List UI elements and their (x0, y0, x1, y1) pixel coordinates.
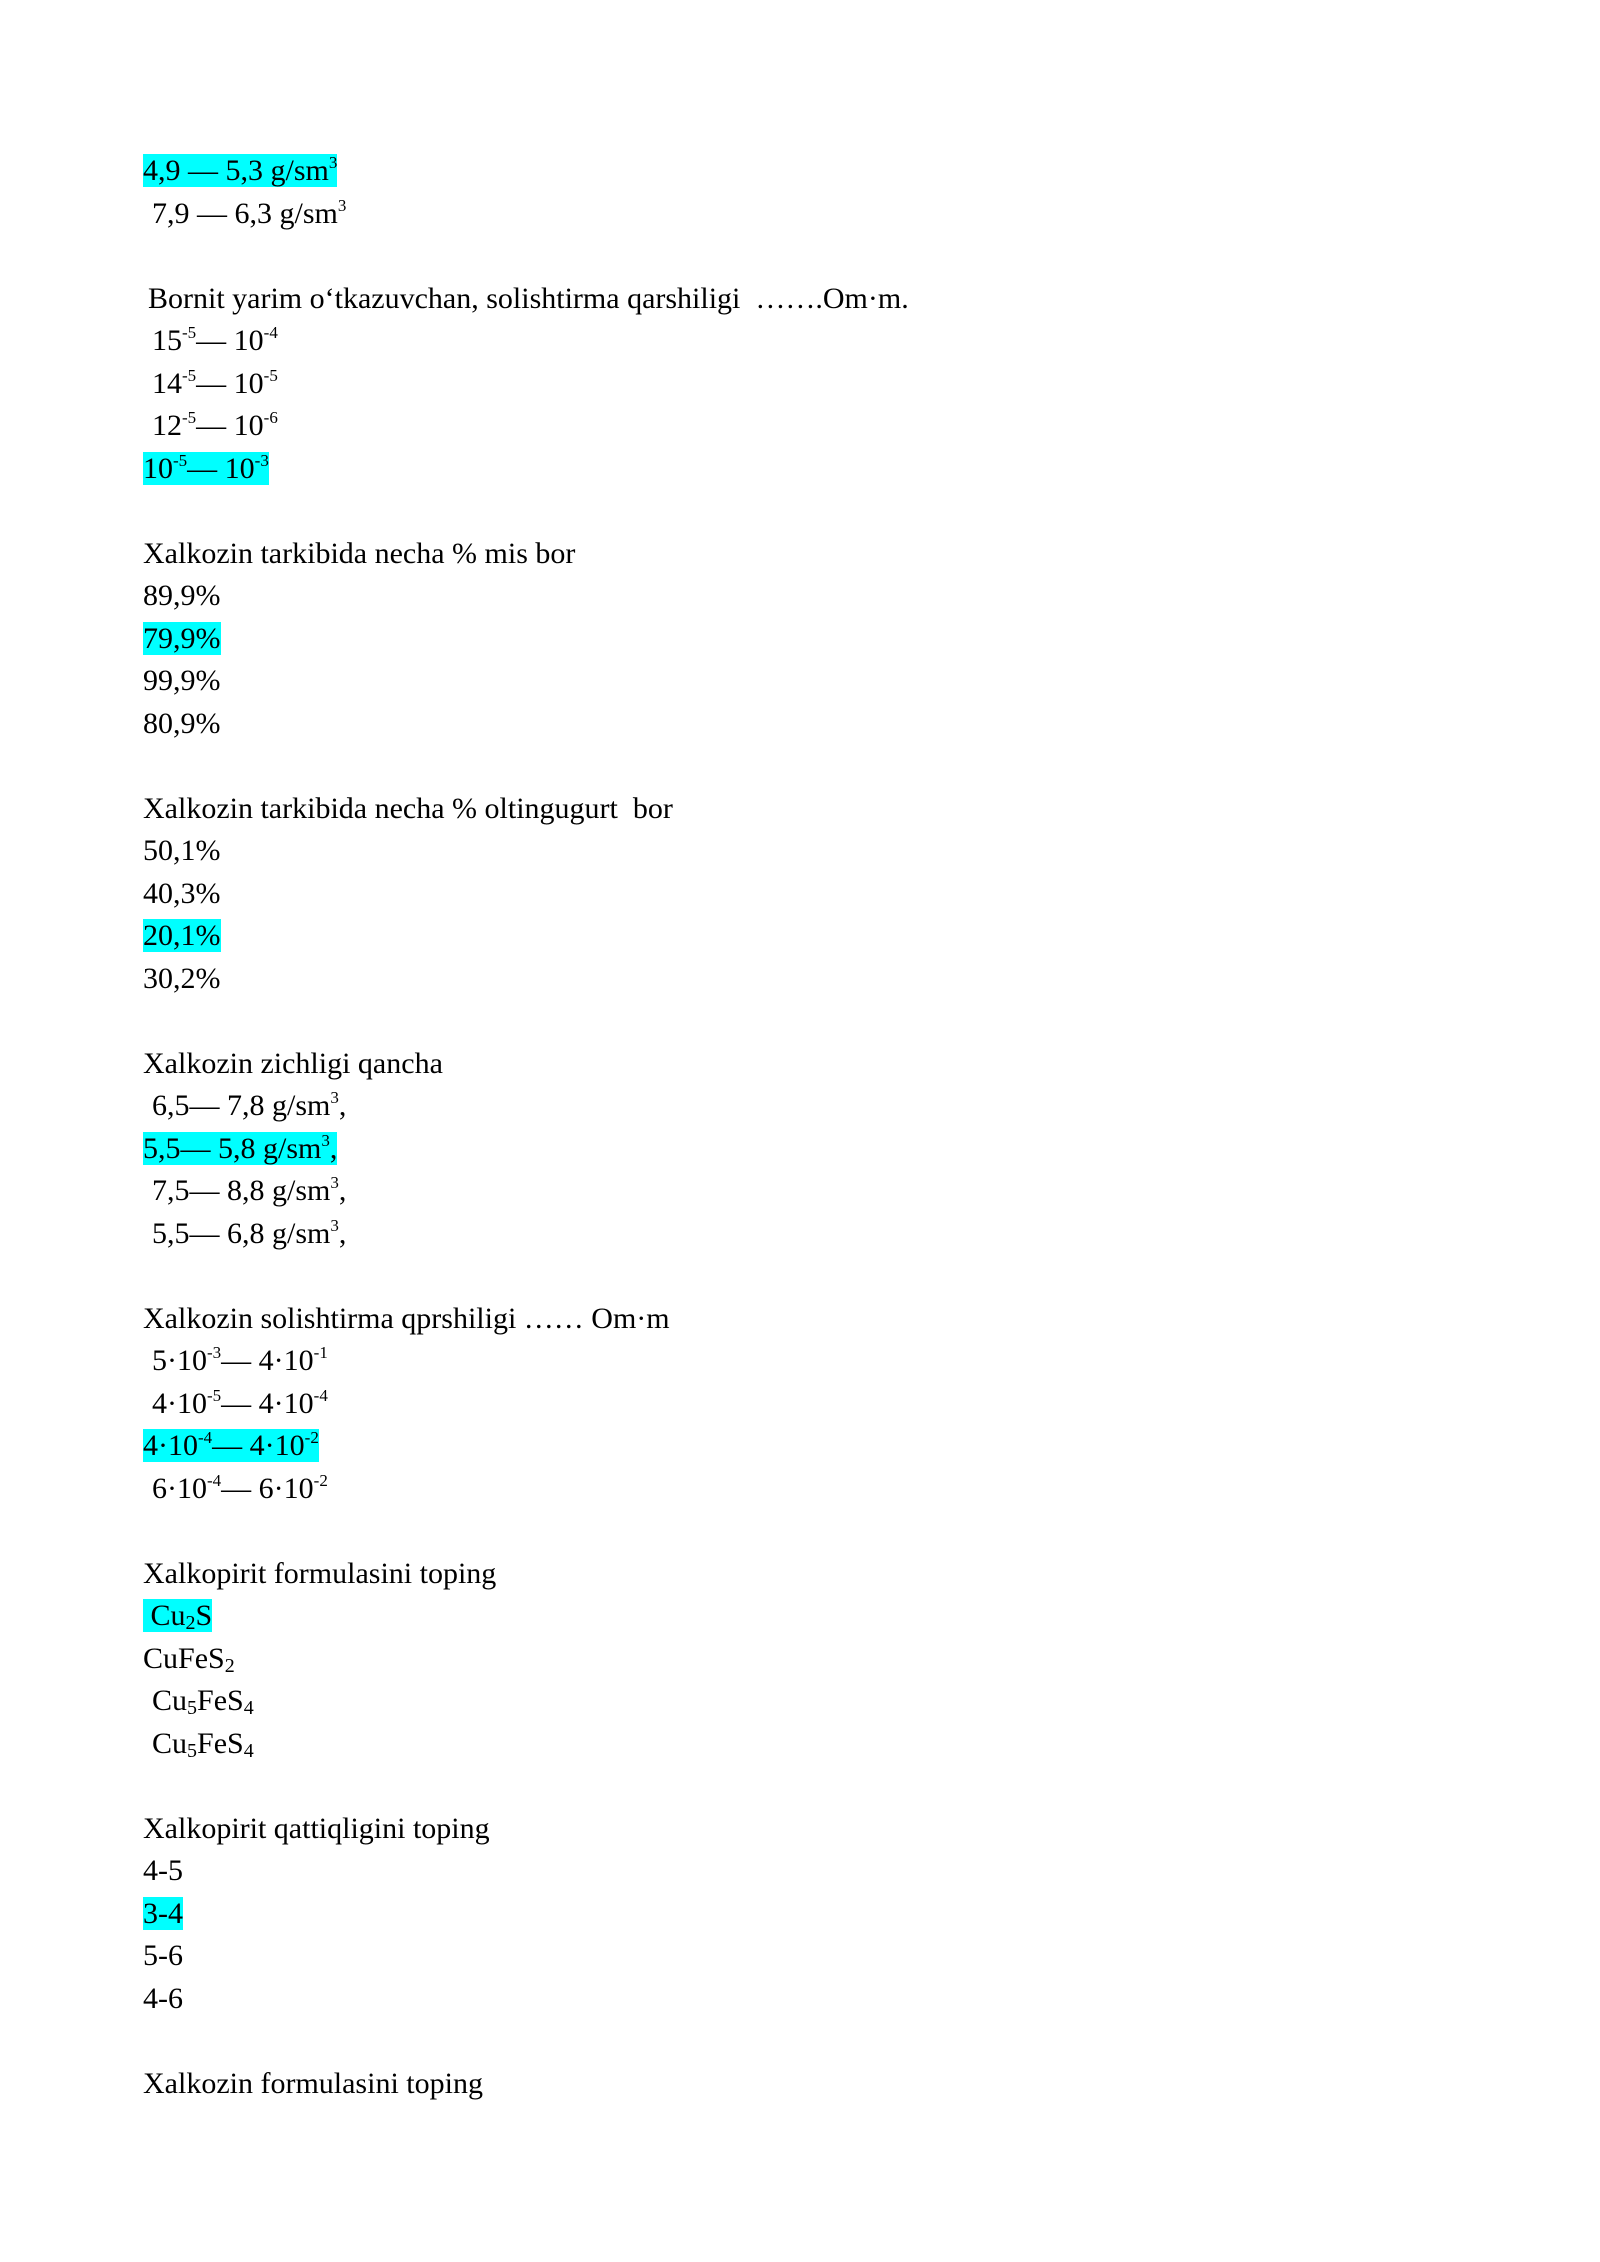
superscript: -5 (263, 365, 278, 385)
answer-option-text (143, 1939, 183, 1972)
question-block (143, 1808, 1443, 2021)
option-text-part: S (195, 1599, 213, 1632)
answer-option (143, 1085, 1443, 1128)
question-block (143, 278, 1443, 491)
answer-option-text (143, 664, 221, 697)
superscript: -4 (207, 1470, 222, 1490)
answer-option-text (152, 1089, 346, 1122)
answer-option-text (143, 1982, 183, 2015)
question-block (143, 788, 1443, 1001)
option-text-part: 6·10 (152, 1471, 207, 1505)
option-text-part: — 10 (196, 409, 264, 442)
answer-option-text (152, 1217, 346, 1250)
option-text-part: 15 (152, 324, 182, 357)
question-block (143, 533, 1443, 746)
option-text-part: 99,9% (143, 664, 221, 697)
answer-option (143, 1680, 1443, 1723)
question-text: Xalkozin tarkibida necha % mis bor (143, 536, 576, 570)
option-text-part: — 10 (196, 366, 264, 400)
option-text-part: 7,5— 8,8 g/sm (152, 1174, 331, 1207)
option-text-part: , (338, 1174, 347, 1207)
superscript: 3 (330, 1173, 339, 1192)
option-text-part: 79,9% (143, 621, 221, 655)
superscript: -5 (182, 365, 197, 385)
answer-option-text (143, 579, 221, 612)
option-text-part: 5·10 (152, 1344, 207, 1377)
option-text-part: 5-6 (143, 1939, 183, 1972)
option-text-part: 20,1% (143, 919, 221, 952)
superscript: 3 (328, 153, 338, 172)
superscript: -1 (313, 1343, 328, 1362)
answer-option (143, 363, 1443, 406)
answer-option (143, 958, 1443, 1001)
option-text-part: 7,9 — 6,3 g/sm (152, 196, 338, 230)
question-text: Xalkozin tarkibida necha % oltingugurt bor (143, 791, 673, 825)
answer-option-text (152, 1727, 254, 1760)
quiz-content (143, 150, 1443, 2148)
option-text-part: 4·10 (152, 1386, 207, 1420)
option-text-part: , (329, 1131, 338, 1165)
superscript: -4 (198, 1428, 213, 1447)
superscript: -5 (182, 408, 197, 427)
option-text-part: 3-4 (143, 1896, 183, 1930)
superscript: -4 (263, 323, 278, 342)
superscript: -5 (182, 323, 197, 342)
superscript: 3 (330, 1088, 339, 1107)
answer-option (143, 575, 1443, 618)
option-text-part: 10 (143, 451, 173, 485)
answer-option-correct (143, 1893, 1443, 1936)
answer-option (143, 1170, 1443, 1213)
answer-option (143, 1850, 1443, 1893)
answer-option-correct (143, 1595, 1443, 1638)
answer-option (143, 1340, 1443, 1383)
subscript: 5 (187, 1739, 198, 1762)
option-text-part: Cu (143, 1599, 186, 1632)
option-text-part: 4-5 (143, 1854, 183, 1887)
answer-option (143, 703, 1443, 746)
option-text-part: 50,1% (143, 834, 221, 867)
answer-option-text (152, 197, 346, 230)
option-text-part: Cu (152, 1726, 188, 1760)
option-text-part: — 10 (187, 451, 255, 485)
answer-option-text (152, 1387, 328, 1420)
answer-option (143, 1383, 1443, 1426)
superscript: -3 (254, 450, 269, 470)
answer-option (143, 193, 1443, 236)
superscript: 3 (321, 1130, 330, 1150)
answer-option-text (143, 452, 269, 485)
answer-option-text (143, 834, 221, 867)
question-block (143, 2063, 1443, 2106)
answer-option-text (143, 1642, 235, 1675)
answer-option (143, 1935, 1443, 1978)
answer-option (143, 830, 1443, 873)
answer-option-correct (143, 448, 1443, 491)
answer-option (143, 1468, 1443, 1511)
answer-option-text (143, 962, 221, 995)
answer-option-correct (143, 915, 1443, 958)
question-text: Xalkozin solishtirma qprshiligi …… Om·m (143, 1301, 670, 1335)
option-text-part: — 6·10 (221, 1471, 314, 1505)
option-text-part: — 4·10 (221, 1386, 314, 1420)
superscript: 3 (330, 1215, 339, 1235)
answer-option-text (152, 1684, 254, 1717)
answer-option-text (152, 1472, 328, 1505)
option-text-part: 5,5— 5,8 g/sm (143, 1131, 322, 1165)
option-text-part: , (338, 1216, 347, 1250)
answer-option-text (152, 1174, 346, 1207)
answer-option (143, 660, 1443, 703)
option-text-part: FeS (197, 1726, 244, 1760)
option-text-part: 30,2% (143, 961, 221, 995)
answer-option-text (143, 919, 221, 952)
option-text-part: 14 (152, 366, 182, 400)
answer-option (143, 405, 1443, 448)
answer-option-text (143, 1429, 319, 1462)
question-text: Bornit yarim o‘tkazuvchan, solishtirma qarshiligi …….Om·m. (148, 281, 909, 315)
subscript: 4 (243, 1697, 254, 1719)
option-text-part: 89,9% (143, 579, 221, 612)
answer-option (143, 1723, 1443, 1766)
question-block (143, 1553, 1443, 1766)
option-text-part: — 10 (196, 324, 264, 357)
option-text-part: , (338, 1089, 347, 1122)
superscript: 3 (337, 195, 347, 215)
answer-option-correct (143, 618, 1443, 661)
answer-option-text (143, 1599, 212, 1632)
option-text-part: 6,5— 7,8 g/sm (152, 1089, 331, 1122)
answer-option-text (143, 877, 221, 910)
superscript: -4 (313, 1385, 328, 1405)
option-text-part: 4·10 (143, 1429, 198, 1462)
option-text-part: Cu (152, 1684, 188, 1717)
question-text: Xalkozin zichligi qancha (143, 1046, 443, 1080)
answer-option (143, 1638, 1443, 1681)
question-text: Xalkozin formulasini toping (143, 2066, 483, 2100)
superscript: -5 (173, 450, 188, 470)
superscript: -5 (207, 1385, 222, 1405)
answer-option (143, 873, 1443, 916)
question-block (143, 150, 1443, 235)
option-text-part: 12 (152, 409, 182, 442)
option-text-part: — 4·10 (221, 1344, 314, 1377)
subscript: 5 (187, 1697, 198, 1719)
answer-option (143, 320, 1443, 363)
answer-option-text (143, 1897, 183, 1930)
option-text-part: 40,3% (143, 876, 221, 910)
answer-option (143, 1978, 1443, 2021)
answer-option-text (152, 409, 278, 442)
subscript: 2 (185, 1612, 196, 1634)
answer-option-text (143, 154, 337, 187)
answer-option-correct (143, 150, 1443, 193)
question-text: Xalkopirit qattiqligini toping (143, 1811, 490, 1845)
answer-option-text (152, 324, 278, 357)
superscript: -2 (313, 1470, 328, 1490)
option-text-part: 5,5— 6,8 g/sm (152, 1216, 331, 1250)
option-text-part: 80,9% (143, 706, 221, 740)
answer-option-correct (143, 1425, 1443, 1468)
option-text-part: CuFeS (143, 1641, 225, 1675)
answer-option-text (143, 707, 221, 740)
answer-option-text (143, 1132, 337, 1165)
answer-option-correct (143, 1128, 1443, 1171)
option-text-part: — 4·10 (212, 1429, 305, 1462)
superscript: -2 (304, 1428, 319, 1447)
question-block (143, 1043, 1443, 1256)
superscript: -6 (263, 408, 278, 427)
answer-option-text (143, 622, 221, 655)
answer-option-text (152, 1344, 328, 1377)
option-text-part: FeS (197, 1684, 244, 1717)
answer-option-text (143, 1854, 183, 1887)
subscript: 4 (243, 1739, 254, 1762)
question-text: Xalkopirit formulasini toping (143, 1556, 497, 1590)
answer-option-text (152, 367, 278, 400)
question-block (143, 1298, 1443, 1511)
option-text-part: 4-6 (143, 1981, 183, 2015)
answer-option (143, 1213, 1443, 1256)
option-text-part: 4,9 — 5,3 g/sm (143, 154, 329, 187)
superscript: -3 (207, 1343, 222, 1362)
subscript: 2 (224, 1654, 235, 1677)
